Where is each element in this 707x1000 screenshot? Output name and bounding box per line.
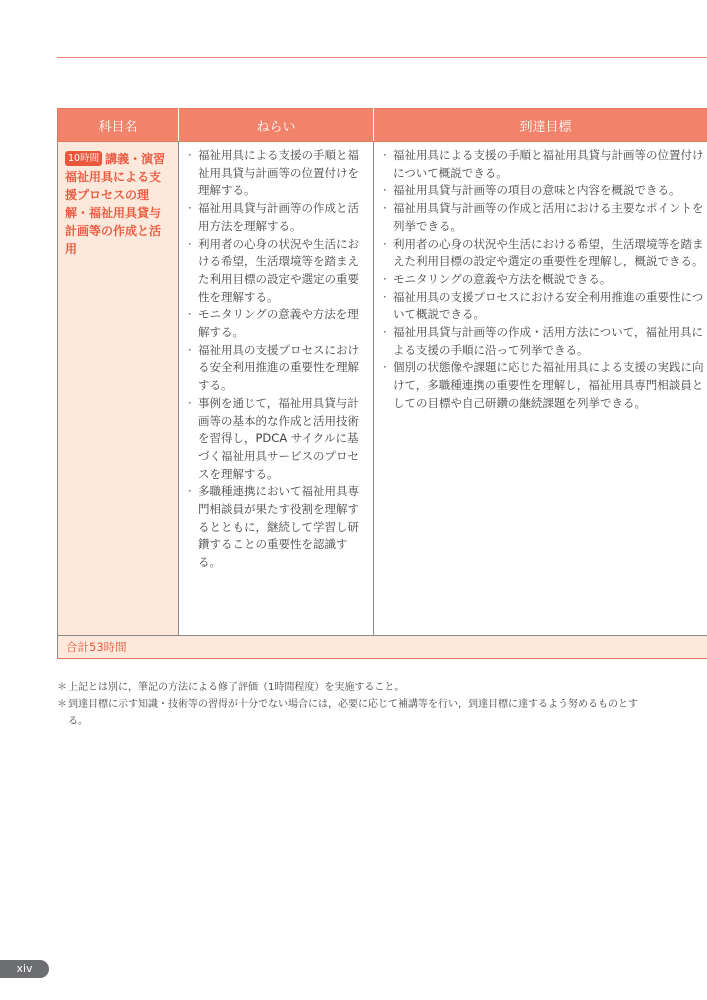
goal-item: · 福祉用具貸与計画等の作成・活用方法について，福祉用具による支援の手順に沿って列挙できる。 — [382, 324, 707, 359]
footnote — [57, 679, 657, 696]
goal-item: · 個別の状態像や課題に応じた福祉用具による支援の実践に向けて，多職種連携の重要性を理解し，福祉用具専門相談員としての目標や自己研鑽の継続課題を列挙できる。 — [382, 359, 707, 412]
aim-item: · 多職種連携において福祉用具専門相談員が果たす役割を理解するとともに，継続して学習し研鑽することの重要性を認識する。 — [187, 483, 365, 572]
curriculum-table — [57, 108, 707, 659]
table-row — [58, 142, 707, 636]
hours-badge: 10時間 — [65, 151, 102, 166]
goal-item: · 福祉用具貸与計画等の項目の意味と内容を概説できる。 — [382, 182, 707, 200]
header-goal: 到達目標 — [374, 109, 707, 142]
header-subject: 科目名 — [58, 109, 179, 142]
subject-cell — [58, 142, 179, 636]
aim-item: · モニタリングの意義や方法を理解する。 — [187, 306, 365, 341]
page-number: xiv — [0, 960, 49, 978]
aim-cell — [179, 142, 374, 636]
footnote-text: 上記とは別に，筆記の方法による修了評価（1時間程度）を実施すること。 — [68, 682, 405, 693]
goal-item: · 福祉用具貸与計画等の作成と活用における主要なポイントを列挙できる。 — [382, 200, 707, 235]
top-rule — [57, 57, 707, 58]
asterisk-mark: ＊ — [57, 699, 67, 710]
aim-item: · 福祉用具の支援プロセスにおける安全利用推進の重要性を理解する。 — [187, 342, 365, 395]
footnotes — [57, 679, 657, 730]
goal-list — [382, 147, 707, 413]
goal-item: · 福祉用具による支援の手順と福祉用具貸与計画等の位置付けについて概説できる。 — [382, 147, 707, 182]
aim-item: · 事例を通じて，福祉用具貸与計画等の基本的な作成と活用技術を習得し，PDCA サイクルに基づく福祉用具サービスのプロセスを理解する。 — [187, 395, 365, 484]
aim-item: · 利用者の心身の状況や生活における希望，生活環境等を踏まえた利用目標の設定や選定の重要性を理解する。 — [187, 236, 365, 307]
footnote-text: 到達目標に示す知識・技術等の習得が十分でない場合には，必要に応じて補講等を行い，到達目標に達するよう努めるものとする。 — [68, 699, 638, 727]
total-hours: 合計53時間 — [58, 636, 707, 659]
goal-item: · 利用者の心身の状況や生活における希望，生活環境等を踏まえた利用目標の設定や選定の重要性を理解し，概説できる。 — [382, 236, 707, 271]
footnote — [57, 696, 657, 730]
table-header-row — [58, 109, 707, 142]
subject-title: 福祉用具による支援プロセスの理解・福祉用具貸与計画等の作成と活用 — [65, 170, 162, 256]
goal-cell — [374, 142, 707, 636]
asterisk-mark: ＊ — [57, 682, 67, 693]
goal-item: · モニタリングの意義や方法を概説できる。 — [382, 271, 707, 289]
aim-item: · 福祉用具による支援の手順と福祉用具貸与計画等の位置付けを理解する。 — [187, 147, 365, 200]
total-row — [58, 636, 707, 659]
goal-item: · 福祉用具の支援プロセスにおける安全利用推進の重要性について概説できる。 — [382, 289, 707, 324]
subject-type: 講義・演習 — [105, 152, 166, 166]
aim-item: · 福祉用具貸与計画等の作成と活用方法を理解する。 — [187, 200, 365, 235]
header-aim: ねらい — [179, 109, 374, 142]
aim-list — [187, 147, 365, 572]
